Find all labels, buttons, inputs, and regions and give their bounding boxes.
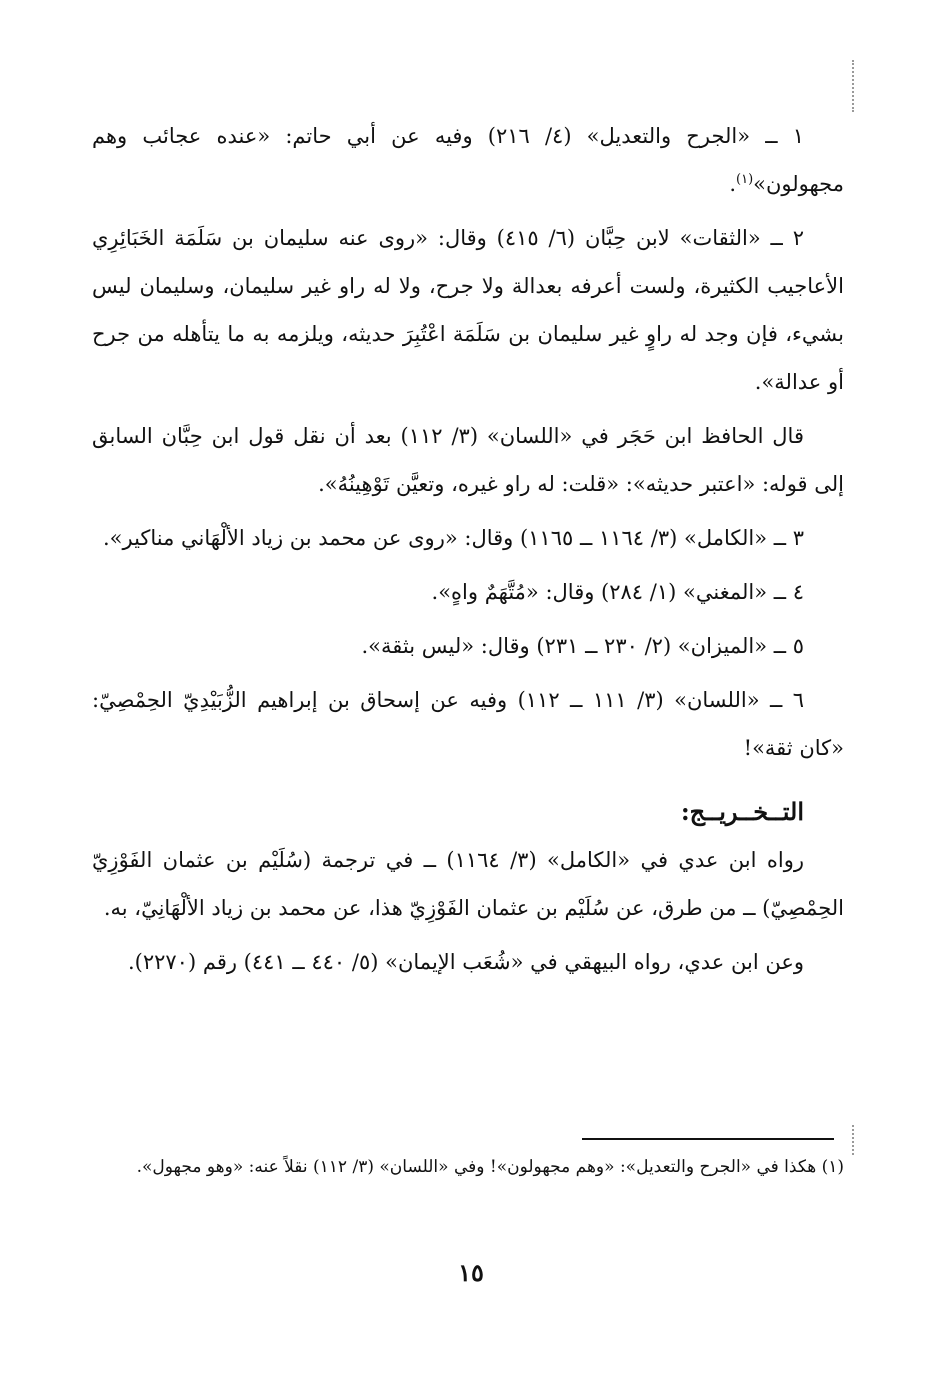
takhrij-paragraph-1: رواه ابن عدي في «الكامل» (٣/ ١١٦٤) ــ في ترجمة (سُلَيْم بن عثمان الفَوْزِيّ الحِمْصِيّ) ــ من طرق، عن سُلَيْم بن عثمان الفَوْزِيّ هذا، عن محمد بن زياد الألْهَانِيّ، به. — [92, 848, 844, 920]
margin-dotted-rule-bottom — [852, 1125, 856, 1155]
entry-1 — [92, 112, 844, 208]
takhrij-paragraph-2: وعن ابن عدي، رواه البيهقي في «شُعَب الإيمان» (٥/ ٤٤٠ ــ ٤٤١) رقم (٢٢٧٠). — [127, 950, 804, 974]
main-text-body — [92, 112, 844, 992]
footnote-1: (١) هكذا في «الجرح والتعديل»: «وهم مجهولون»! وفي «اللسان» (٣/ ١١٢) نقلاً عنه: «وهو مجهول». — [136, 1157, 844, 1177]
margin-dotted-rule-top — [852, 60, 856, 112]
ibn-hajar-comment: قال الحافظ ابن حَجَر في «اللسان» (٣/ ١١٢) بعد أن نقل قول ابن حِبَّان السابق إلى قوله: «اعتبر حديثه»: «قلت: له راو غيره، وتعيَّن تَوْهِينُهُ». — [92, 424, 844, 496]
entry-3: ٣ ــ «الكامل» (٣/ ١١٦٤ ــ ١١٦٥) وقال: «روى عن محمد بن زياد الألْهَاني مناكير». — [102, 526, 804, 550]
page-number: ١٥ — [458, 1258, 484, 1287]
entry-1-text: ١ ــ «الجرح والتعديل» (٤/ ٢١٦) وفيه عن أبي حاتم: «عنده عجائب وهم مجهولون» — [92, 124, 844, 196]
footnote-separator — [582, 1138, 834, 1140]
entry-1-tail: . — [729, 172, 736, 196]
footnote-reference-1[interactable]: (١) — [736, 172, 754, 187]
entry-4: ٤ ــ «المغني» (١/ ٢٨٤) وقال: «مُتَّهَمٌ واهٍ». — [431, 580, 804, 604]
entry-2: ٢ ــ «الثقات» لابن حِبَّان (٦/ ٤١٥) وقال: «روى عنه سليمان بن سَلَمَة الخَبَائِرِي الأعاجيب الكثيرة، ولست أعرفه بعدالة ولا جرح، ولا له راو غير سليمان، وسليمان ليس بشيء، فإن وجد له راوٍ غير سليمان بن سَلَمَة اعْتُبِرَ حديثه، ويلزمه به ما يتأهله من جرح أو عدالة». — [92, 226, 844, 394]
entry-5: ٥ ــ «الميزان» (٢/ ٢٣٠ ــ ٢٣١) وقال: «ليس بثقة». — [361, 634, 804, 658]
entry-6: ٦ ــ «اللسان» (٣/ ١١١ ــ ١١٢) وفيه عن إسحاق بن إبراهيم الزُّبَيْدِيّ الحِمْصِيّ: «كان ثقة»! — [92, 688, 844, 760]
takhrij-heading: التــخــريــج: — [680, 797, 804, 826]
